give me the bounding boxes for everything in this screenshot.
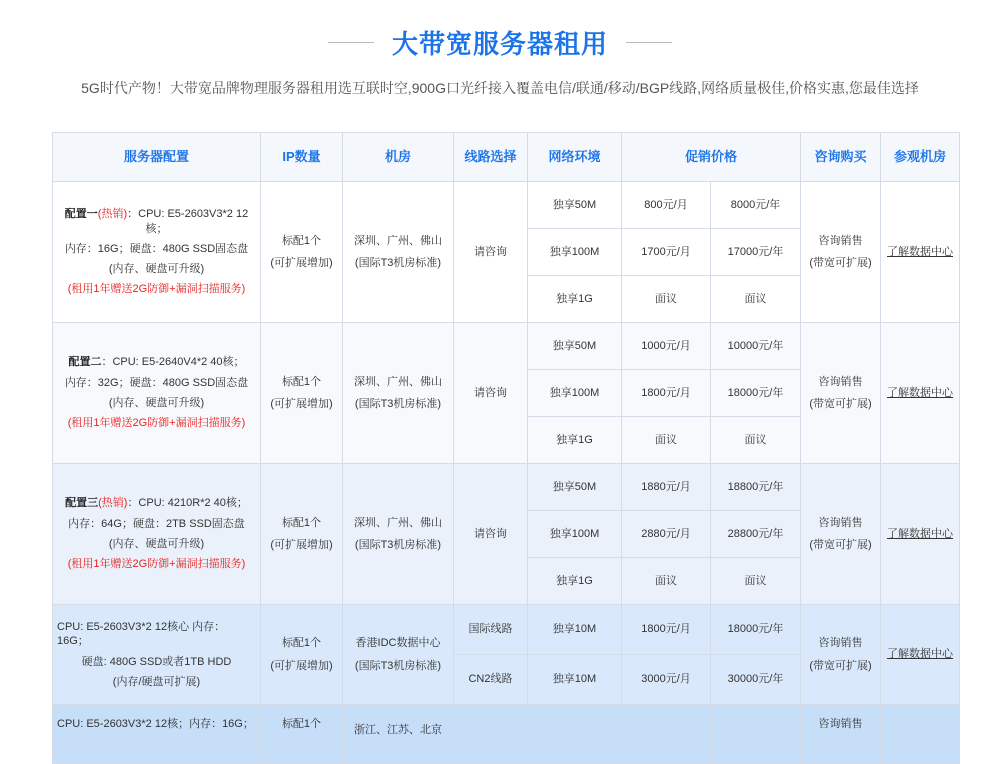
header-buy: 咨询购买 bbox=[801, 133, 881, 182]
table-row bbox=[53, 323, 960, 370]
header-config: 服务器配置 bbox=[53, 133, 261, 182]
page-header bbox=[0, 22, 1000, 62]
price-month-cell: 800元/月 bbox=[622, 182, 711, 229]
datacenter-link[interactable]: 了解数据中心 bbox=[887, 527, 954, 540]
price-year-cell: 8000元/年 bbox=[711, 182, 801, 229]
header-network: 网络环境 bbox=[528, 133, 622, 182]
config-cell: 配置一(热销)：CPU: E5-2603V3*2 12核； 内存：16G；硬盘：480G SSD固态盘 (内存、硬盘可升级) (租用1年赠送2G防御+漏洞扫描服务) bbox=[53, 182, 261, 323]
room-cell: 深圳、广州、佛山 (国际T3机房标准) bbox=[343, 464, 454, 605]
price-month-cell: 面议 bbox=[622, 276, 711, 323]
ip-cell: 标配1个 (可扩展增加) bbox=[261, 323, 343, 464]
datacenter-link[interactable]: 了解数据中心 bbox=[887, 245, 954, 258]
line-cell: CN2线路 bbox=[454, 655, 528, 705]
line-cell: 请咨询 bbox=[454, 464, 528, 605]
ip-cell: 标配1个 (可扩展增加) bbox=[261, 464, 343, 605]
network-cell bbox=[528, 705, 622, 764]
title-divider-left bbox=[328, 42, 374, 43]
buy-cell: 咨询销售 (带宽可扩展) bbox=[801, 464, 881, 605]
network-cell: 独享50M bbox=[528, 182, 622, 229]
config-cell: 配置二：CPU: E5-2640V4*2 40核； 内存：32G；硬盘：480G SSD固态盘 (内存、硬盘可升级) (租用1年赠送2G防御+漏洞扫描服务) bbox=[53, 323, 261, 464]
price-month-cell: 1700元/月 bbox=[622, 229, 711, 276]
pricing-table bbox=[52, 132, 960, 764]
price-year-cell bbox=[711, 705, 801, 764]
price-year-cell: 18800元/年 bbox=[711, 464, 801, 511]
network-cell: 独享100M bbox=[528, 511, 622, 558]
visit-cell bbox=[881, 182, 960, 323]
datacenter-link[interactable]: 了解数据中心 bbox=[887, 648, 954, 661]
price-month-cell: 面议 bbox=[622, 417, 711, 464]
price-month-cell bbox=[622, 705, 711, 764]
price-year-cell: 30000元/年 bbox=[711, 655, 801, 705]
line-cell: 国际线路 bbox=[454, 605, 528, 655]
page-subtitle: 5G时代产物！大带宽品牌物理服务器租用选互联时空,900G口光纤接入覆盖电信/联通/移动/BGP线路,网络质量极佳,价格实惠,您最佳选择 bbox=[81, 80, 919, 96]
price-year-cell: 18000元/年 bbox=[711, 370, 801, 417]
ip-cell: 标配1个 (可扩展增加) bbox=[261, 605, 343, 705]
table-row bbox=[53, 605, 960, 655]
config-cell: 配置三(热销)：CPU: 4210R*2 40核； 内存：64G；硬盘：2TB SSD固态盘 (内存、硬盘可升级) (租用1年赠送2G防御+漏洞扫描服务) bbox=[53, 464, 261, 605]
network-cell: 独享100M bbox=[528, 370, 622, 417]
page-title: 大带宽服务器租用 bbox=[391, 29, 608, 60]
network-cell: 独享50M bbox=[528, 464, 622, 511]
table-row bbox=[53, 182, 960, 229]
price-month-cell: 1880元/月 bbox=[622, 464, 711, 511]
price-month-cell: 2880元/月 bbox=[622, 511, 711, 558]
ip-cell: 标配1个 bbox=[261, 705, 343, 764]
network-cell: 独享10M bbox=[528, 605, 622, 655]
pricing-table-wrapper bbox=[52, 132, 959, 764]
network-cell: 独享100M bbox=[528, 229, 622, 276]
room-cell: 深圳、广州、佛山 (国际T3机房标准) bbox=[343, 182, 454, 323]
config-cell: CPU: E5-2603V3*2 12核心 内存：16G； 硬盘: 480G SSD或者1TB HDD (内存/硬盘可扩展) bbox=[53, 605, 261, 705]
room-cell: 浙江、江苏、北京 bbox=[343, 705, 454, 764]
table-header-row bbox=[53, 133, 960, 182]
buy-cell: 咨询销售 (带宽可扩展) bbox=[801, 323, 881, 464]
network-cell: 独享1G bbox=[528, 558, 622, 605]
price-month-cell: 1800元/月 bbox=[622, 370, 711, 417]
price-year-cell: 面议 bbox=[711, 558, 801, 605]
header-price: 促销价格 bbox=[622, 133, 801, 182]
price-year-cell: 面议 bbox=[711, 276, 801, 323]
line-cell bbox=[454, 705, 528, 764]
buy-cell: 咨询销售 bbox=[801, 705, 881, 764]
header-line: 线路选择 bbox=[454, 133, 528, 182]
price-month-cell: 1800元/月 bbox=[622, 605, 711, 655]
buy-cell: 咨询销售 (带宽可扩展) bbox=[801, 182, 881, 323]
datacenter-link[interactable]: 了解数据中心 bbox=[887, 386, 954, 399]
config-cell: CPU: E5-2603V3*2 12核；内存：16G； bbox=[53, 705, 261, 764]
price-year-cell: 18000元/年 bbox=[711, 605, 801, 655]
visit-cell bbox=[881, 323, 960, 464]
visit-cell bbox=[881, 605, 960, 705]
price-year-cell: 面议 bbox=[711, 417, 801, 464]
table-row bbox=[53, 705, 960, 764]
title-divider-right bbox=[626, 42, 672, 43]
visit-cell bbox=[881, 705, 960, 764]
header-room: 机房 bbox=[343, 133, 454, 182]
header-ip: IP数量 bbox=[261, 133, 343, 182]
price-year-cell: 17000元/年 bbox=[711, 229, 801, 276]
line-cell: 请咨询 bbox=[454, 323, 528, 464]
ip-cell: 标配1个 (可扩展增加) bbox=[261, 182, 343, 323]
network-cell: 独享1G bbox=[528, 417, 622, 464]
room-cell: 香港IDC数据中心 (国际T3机房标准) bbox=[343, 605, 454, 705]
visit-cell bbox=[881, 464, 960, 605]
header-visit: 参观机房 bbox=[881, 133, 960, 182]
price-year-cell: 10000元/年 bbox=[711, 323, 801, 370]
buy-cell: 咨询销售 (带宽可扩展) bbox=[801, 605, 881, 705]
table-row bbox=[53, 464, 960, 511]
room-cell: 深圳、广州、佛山 (国际T3机房标准) bbox=[343, 323, 454, 464]
price-month-cell: 3000元/月 bbox=[622, 655, 711, 705]
network-cell: 独享10M bbox=[528, 655, 622, 705]
price-year-cell: 28800元/年 bbox=[711, 511, 801, 558]
network-cell: 独享50M bbox=[528, 323, 622, 370]
network-cell: 独享1G bbox=[528, 276, 622, 323]
price-month-cell: 面议 bbox=[622, 558, 711, 605]
price-month-cell: 1000元/月 bbox=[622, 323, 711, 370]
line-cell: 请咨询 bbox=[454, 182, 528, 323]
